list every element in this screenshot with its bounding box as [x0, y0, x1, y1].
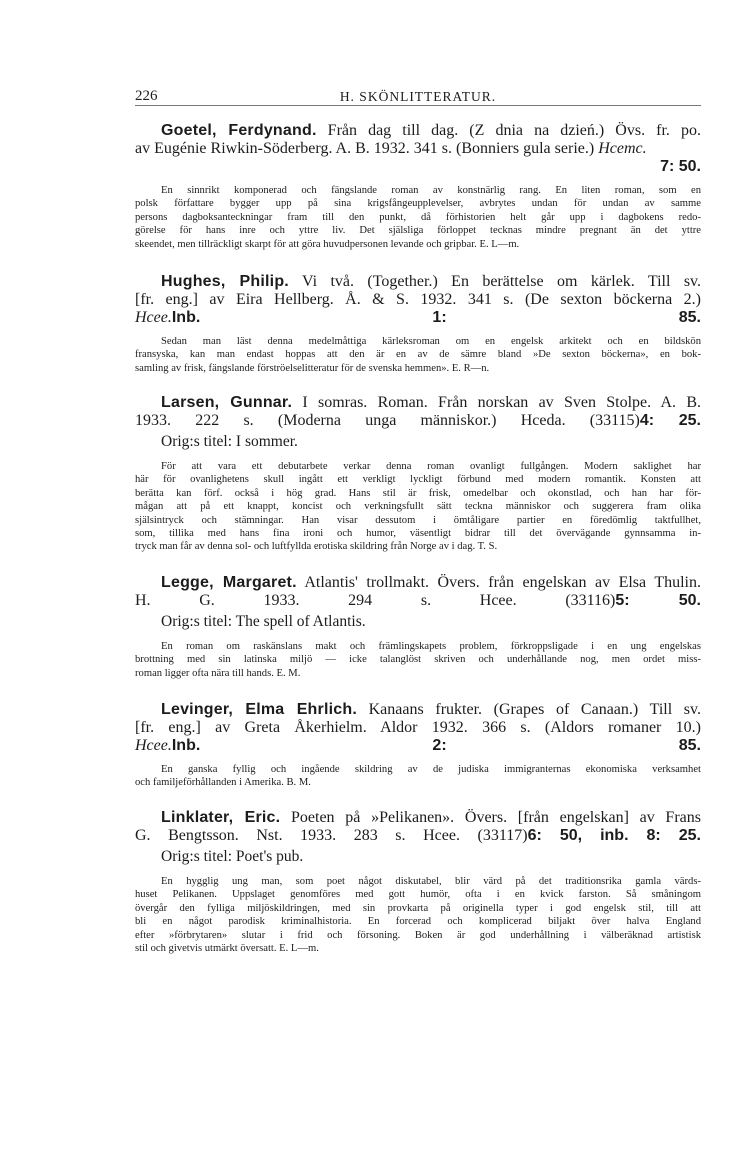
original-title: Orig:s titel: I sommer. [161, 433, 298, 450]
review-line: samling av frisk, fängslande förströelselitteratur för de svenska hemmen». E. R—n. [135, 362, 490, 374]
review-line: mågan att på ett knappt, koncist och verkningsfullt sätt teckna människor och suggerera fram olika [135, 501, 701, 513]
entry-levinger [135, 701, 701, 790]
author-name: Linklater, Eric. [161, 809, 281, 826]
author-name: Goetel, Ferdynand. [161, 122, 317, 139]
review-line: En roman om raskänslans makt och främlingskapets problem, förkroppsligade i en ung engelskas [161, 641, 701, 652]
review-line: och familjeförhållanden i Amerika. B. M. [135, 777, 311, 789]
review-line: polsk författare bygger upp på sina krigsfångeupplevelser, avbrytes undan för undan av samme [135, 198, 701, 210]
review-line: övergår den fylliga miljöskildringen, med sin provkarta på originella typer i god engelsk stil, till att [135, 902, 701, 914]
review-line: själsintryck och stämningar. Han visar dessutom i ömtåligare partier en föredömlig taktfullhet, [135, 514, 701, 526]
page-number: 226 [135, 88, 158, 104]
price-value: 4: 25. [639, 412, 701, 429]
price [135, 158, 701, 176]
bib-text: G. Bengtsson. Nst. 1933. 283 s. Hcee. (33117) [135, 827, 528, 844]
bib-line [135, 394, 701, 412]
bib-line [135, 827, 701, 845]
review-line: roman ligger ofta nära till hands. E. M. [135, 667, 301, 679]
review-line: berätta kan förf. också i hög grad. Hans stil är frisk, omedelbar och okonstlad, och han har för- [135, 487, 701, 499]
bib-line [135, 273, 701, 291]
entry-larsen [135, 394, 701, 554]
price-value: Inb. 1: 85. [171, 309, 701, 326]
class-code: Hcee. [135, 309, 172, 326]
review-line: fransyska, kan man endast hoppas att den är en av de sämre bland »De sexton böckerna», en bok- [135, 349, 701, 361]
author-name: Larsen, Gunnar. [161, 394, 293, 411]
review-line: skeendet, men tillräckligt skarpt för att göra huvudpersonen levande och gripbar. E. L—m. [135, 238, 520, 250]
price-value: 7: 50. [660, 158, 701, 175]
entry-linklater [135, 809, 701, 955]
bib-line [135, 122, 701, 140]
bib-line [135, 412, 701, 430]
review-line: För att vara ett debutarbete verkar denna roman ovanligt fullgången. Modern saklighet har [161, 461, 701, 472]
review-line: brottning med sin latinska miljö — icke talanglöst skriven och underhållande nog, men ordet miss- [135, 654, 701, 666]
running-title: H. SKÖNLITTERATUR. [339, 89, 497, 104]
bib-text: Poeten på »Pelikanen». Övers. [från engelskan] av Frans [280, 809, 701, 826]
price-value: 6: 50, inb. 8: 25. [527, 827, 702, 844]
entry-hughes [135, 273, 701, 375]
bib-line [135, 592, 701, 610]
bib-text: av Eugénie Riwkin-Söderberg. A. B. 1932. 341 s. (Bonniers gula serie.) [135, 140, 599, 157]
entry-legge [135, 574, 701, 680]
bib-line [135, 574, 701, 592]
review-line: görelse för hans inre och yttre liv. Det själsliga förloppet tecknas mindre pregnant än det yttre [135, 225, 701, 237]
review-line: persons dagboksanteckningar fram till den punkt, då förhistorien helt går upp i dagbokens redo- [135, 211, 701, 223]
review-line: efter »förbrytaren» slutar i frid och försoning. Boken är god underhållning i välberäknad artistisk [135, 929, 701, 941]
bib-text: Vi två. (Together.) En berättelse om kärlek. Till sv. [288, 273, 702, 290]
page-header [135, 88, 701, 110]
bib-text: Atlantis' trollmakt. Övers. från engelskan av Elsa Thulin. [296, 574, 701, 591]
bib-text: H. G. 1933. 294 s. Hcee. (33116) [135, 592, 616, 609]
price-value: 5: 50. [615, 592, 701, 609]
review-line: tryck man får av denna sol- och luftfyllda erotiska skildring från Norge av i dag. T. S. [135, 541, 498, 553]
bib-text: Kanaans frukter. (Grapes of Canaan.) Till sv. [356, 701, 701, 718]
bib-line: [fr. eng.] av Greta Åkerhielm. Aldor 1932. 366 s. (Aldors romaner 10.) [135, 719, 701, 736]
bib-text: I somras. Roman. Från norskan av Sven Stolpe. A. B. [292, 394, 702, 411]
review-line: En ganska fyllig och ingående skildring av de judiska immigranternas ekonomiska verksamhet [161, 764, 701, 775]
author-name: Legge, Margaret. [161, 574, 297, 591]
original-title: Orig:s titel: Poet's pub. [161, 848, 304, 865]
review-line: En sinnrikt komponerad och fängslande roman av konstnärlig rang. En liten roman, som en [161, 185, 701, 196]
bib-line: [fr. eng.] av Eira Hellberg. Å. & S. 1932. 341 s. (De sexton böckerna 2.) [135, 291, 701, 308]
bib-line [135, 140, 701, 158]
review-line: Sedan man läst denna medelmåttiga kärleksroman om en engelsk arkitekt och en bildskön [161, 336, 701, 347]
bib-line [135, 701, 701, 719]
review-line: stil och givetvis utmärkt översatt. E. L—m. [135, 943, 319, 955]
bib-line [135, 309, 701, 327]
price-value: Inb. 2: 85. [171, 737, 701, 754]
bib-text: 1933. 222 s. (Moderna unga människor.) Hceda. (33115) [135, 412, 640, 429]
author-name: Levinger, Elma Ehrlich. [161, 701, 357, 718]
entry-goetel [135, 122, 701, 251]
author-name: Hughes, Philip. [161, 273, 289, 290]
bib-line [135, 737, 701, 755]
original-title: Orig:s titel: The spell of Atlantis. [161, 613, 366, 630]
class-code: Hcemc. [598, 140, 647, 157]
review-line: En hygglig ung man, som poet något diskutabel, blir värd på det traditionsrika gamla värds- [161, 876, 701, 887]
header-rule [135, 105, 701, 106]
class-code: Hcee. [135, 737, 172, 754]
review-line: bli en något parodisk kriminalhistoria. En forcerad och komplicerad biljakt över halva England [135, 916, 701, 928]
review-line: som, tillika med hans fina ironi och humor, väsentligt bidrar till det övervägande gynnsamma in- [135, 528, 701, 540]
review-line: här för ovanlighetens skull ingått ett verkligt lyckligt förbund med modern romantik. Konsten att [135, 474, 701, 486]
bib-line [135, 809, 701, 827]
bib-text: Från dag till dag. (Z dnia na dzień.) Övs. fr. po. [316, 122, 702, 139]
review-line: huset Pelikanen. Uppslaget genomföres med gott humör, ofta i en kvick farston. Så småningom [135, 889, 701, 901]
